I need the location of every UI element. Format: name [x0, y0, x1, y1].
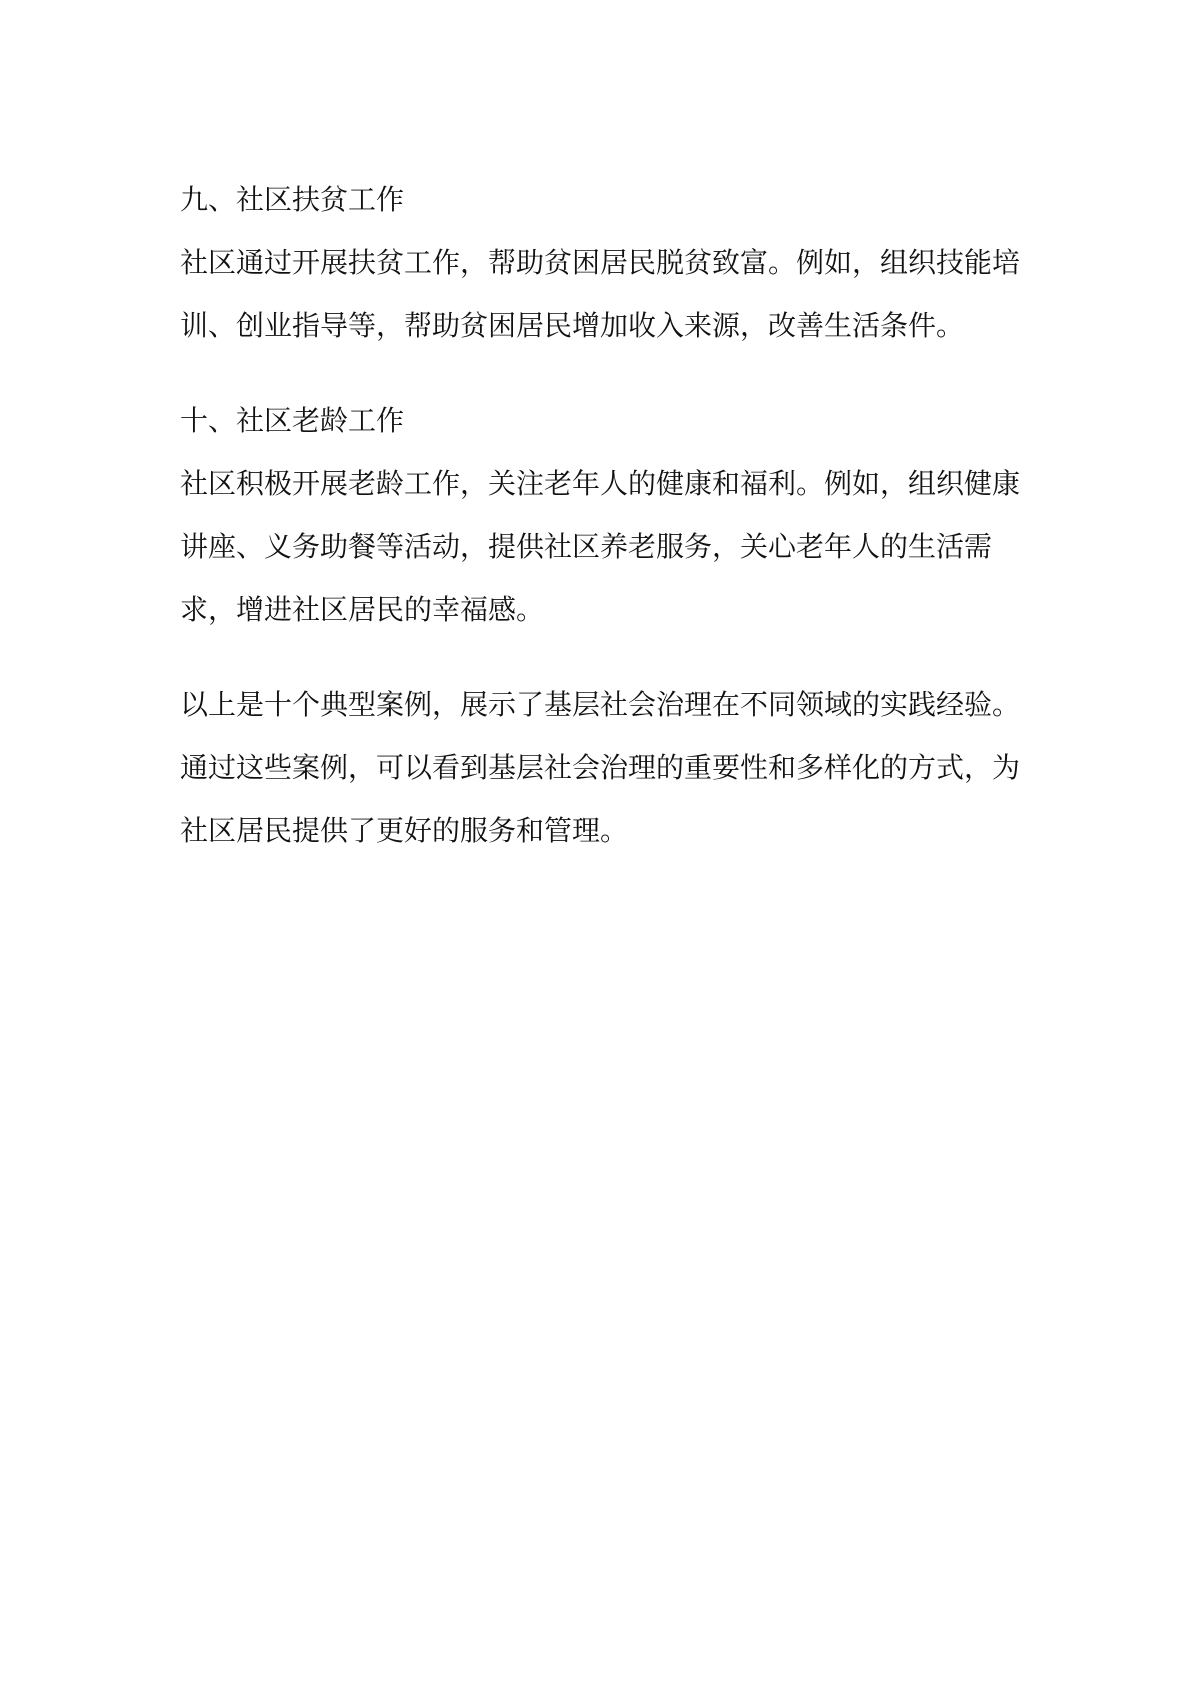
section-elderly-work — [180, 389, 1040, 641]
document-body — [180, 168, 1040, 862]
section-paragraph: 社区通过开展扶贫工作，帮助贫困居民脱贫致富。例如，组织技能培训、创业指导等，帮助贫困居民增加收入来源，改善生活条件。 — [180, 246, 1021, 342]
section-conclusion — [180, 673, 1040, 862]
section-heading: 十、社区老龄工作 — [180, 404, 405, 437]
conclusion-paragraph: 以上是十个典型案例，展示了基层社会治理在不同领域的实践经验。通过这些案例，可以看到基层社会治理的重要性和多样化的方式，为社区居民提供了更好的服务和管理。 — [180, 688, 1021, 847]
section-paragraph: 社区积极开展老龄工作，关注老年人的健康和福利。例如，组织健康讲座、义务助餐等活动，提供社区养老服务，关心老年人的生活需求，增进社区居民的幸福感。 — [180, 467, 1021, 626]
section-heading: 九、社区扶贫工作 — [180, 183, 405, 216]
section-poverty-alleviation — [180, 168, 1040, 357]
